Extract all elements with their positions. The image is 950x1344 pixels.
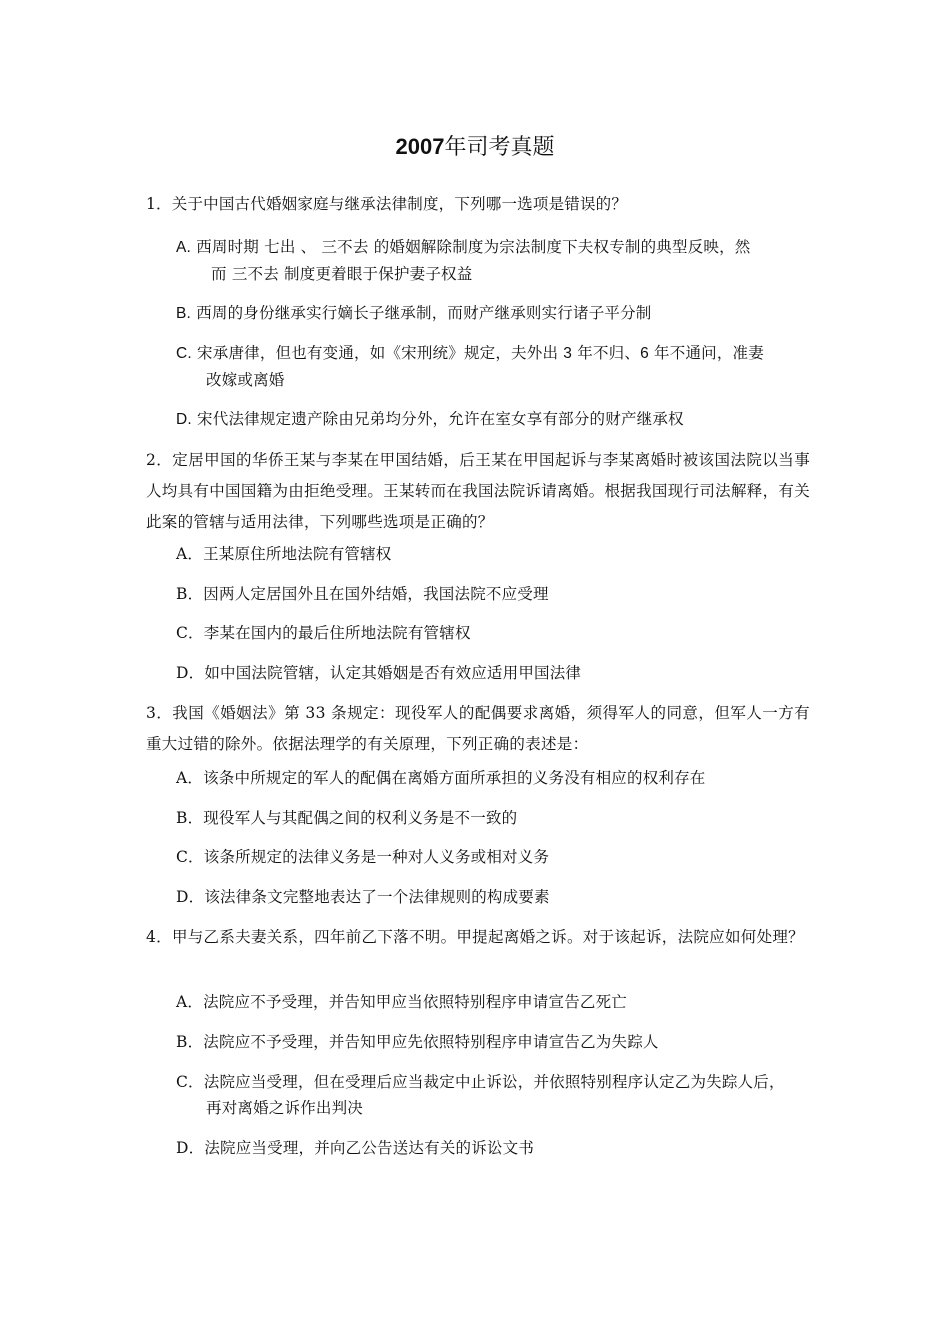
question-4-option-b: B．法院应不予受理，并告知甲应先依照特别程序申请宣告乙为失踪人	[176, 1033, 659, 1051]
option-letter: A.	[176, 239, 192, 256]
question-1-option-d	[176, 408, 684, 431]
question-1-option-b	[176, 302, 652, 325]
question-1-option-c-line-2: 改嫁或离婚	[206, 371, 285, 389]
question-3-option-a: A．该条中所规定的军人的配偶在离婚方面所承担的义务没有相应的权利存在	[176, 769, 706, 787]
option-text: 年不通问，准妻	[654, 344, 764, 362]
question-2-option-d: D．如中国法院管辖，认定其婚姻是否有效应适用甲国法律	[176, 664, 582, 682]
page-title	[0, 132, 950, 163]
option-letter: D.	[176, 411, 192, 428]
question-2-stem: 2．定居甲国的华侨王某与李某在甲国结婚，后王某在甲国起诉与李某离婚时被该国法院以当事人均具有中国国籍为由拒绝受理。王某转而在我国法院诉请离婚。根据我国现行司法解释，有关此案的管辖与适用法律，下列哪些选项是正确的？	[146, 451, 810, 531]
question-3-option-b: B．现役军人与其配偶之间的权利义务是不一致的	[176, 809, 518, 827]
question-3-option-d: D．该法律条文完整地表达了一个法律规则的构成要素	[176, 888, 550, 906]
option-number: 3	[563, 345, 573, 362]
option-number: 6	[640, 345, 649, 362]
option-letter: C.	[176, 345, 192, 362]
question-1-option-c-line-1	[176, 342, 764, 365]
question-3-stem: 3．我国《婚姻法》第 33 条规定：现役军人的配偶要求离婚，须得军人的同意，但军人一方有重大过错的除外。依据法理学的有关原理，下列正确的表述是：	[146, 704, 810, 753]
question-4-option-a: A．法院应不予受理，并告知甲应当依照特别程序申请宣告乙死亡	[176, 993, 627, 1011]
question-4-option-c-line-1: C．法院应当受理，但在受理后应当裁定中止诉讼，并依照特别程序认定乙为失踪人后，	[176, 1073, 785, 1091]
option-letter: B.	[176, 305, 192, 322]
option-text: 西周的身份继承实行嫡长子继承制，而财产继承则实行诸子平分制	[196, 304, 652, 322]
option-text: 宋代法律规定遗产除由兄弟均分外，允许在室女享有部分的财产继承权	[197, 410, 684, 428]
option-text: 年不归、	[577, 344, 641, 362]
option-text: 宋承唐律，但也有变通，如《宋刑统》规定，夫外出	[197, 344, 559, 362]
question-3-option-c: C．该条所规定的法律义务是一种对人义务或相对义务	[176, 848, 550, 866]
question-1-option-a-line-2: 而 三不去 制度更着眼于保护妻子权益	[211, 265, 473, 283]
question-1-stem: 1．关于中国古代婚姻家庭与继承法律制度，下列哪一选项是错误的？	[146, 195, 628, 213]
question-1-option-a-line-1	[176, 236, 751, 259]
title-text: 年司考真题	[444, 135, 555, 160]
question-4-stem: 4．甲与乙系夫妻关系，四年前乙下落不明。甲提起离婚之诉。对于该起诉，法院应如何处理？	[146, 928, 804, 946]
question-4-option-c-line-2: 再对离婚之诉作出判决	[206, 1099, 364, 1117]
question-2-option-b: B．因两人定居国外且在国外结婚，我国法院不应受理	[176, 585, 549, 603]
question-2-option-c: C．李某在国内的最后住所地法院有管辖权	[176, 624, 471, 642]
title-year: 2007	[395, 134, 445, 159]
question-2-option-a: A．王某原住所地法院有管辖权	[176, 545, 392, 563]
question-4-option-d: D．法院应当受理，并向乙公告送达有关的诉讼文书	[176, 1139, 535, 1157]
option-text: 西周时期 七出 、 三不去 的婚姻解除制度为宗法制度下夫权专制的典型反映，然	[196, 238, 751, 256]
